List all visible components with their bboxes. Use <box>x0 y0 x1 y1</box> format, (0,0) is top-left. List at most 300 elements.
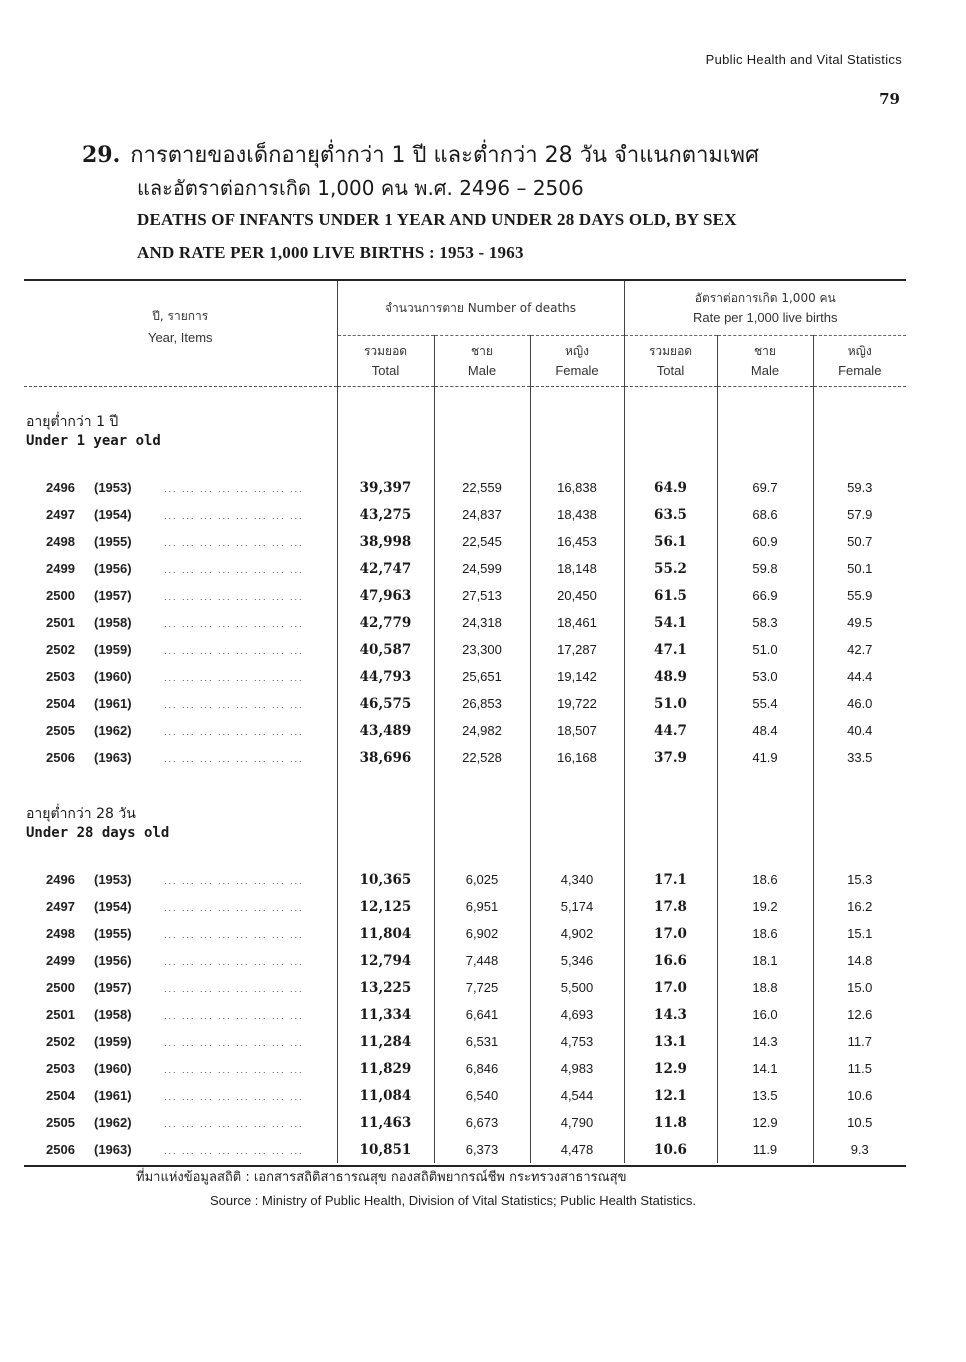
cell-rate-female: 15.1 <box>813 920 906 947</box>
cell-rate-female: 12.6 <box>813 1001 906 1028</box>
cell-female: 20,450 <box>530 582 624 609</box>
table-row <box>24 501 906 528</box>
row-label <box>24 1001 337 1028</box>
cell-female: 17,287 <box>530 636 624 663</box>
cell-rate-male: 14.3 <box>717 1028 813 1055</box>
cell-male: 24,318 <box>434 609 530 636</box>
cell-rate-male: 58.3 <box>717 609 813 636</box>
year-common-era: (1963) <box>94 750 132 765</box>
year-common-era: (1961) <box>94 1088 132 1103</box>
col-th-label: ชาย <box>471 344 493 358</box>
year-buddhist-era: 2496 <box>46 480 75 495</box>
empty-cell <box>717 387 813 434</box>
leader-dots: ... ... ... ... ... ... ... ... <box>164 1092 304 1102</box>
year-buddhist-era: 2496 <box>46 872 75 887</box>
cell-rate-total: 10.6 <box>624 1136 717 1163</box>
year-common-era: (1954) <box>94 899 132 914</box>
col-th-label: หญิง <box>847 344 872 358</box>
year-buddhist-era: 2497 <box>46 899 75 914</box>
stub-header-thai: ปี, รายการ <box>152 308 209 323</box>
year-common-era: (1956) <box>94 953 132 968</box>
cell-female: 4,478 <box>530 1136 624 1163</box>
source-english: Source : Ministry of Public Health, Division of Vital Statistics; Public Health Statistics. <box>210 1193 697 1208</box>
year-buddhist-era: 2504 <box>46 696 75 711</box>
empty-cell <box>337 852 434 866</box>
empty-cell <box>624 785 717 825</box>
cell-female: 16,168 <box>530 744 624 771</box>
row-label <box>24 528 337 555</box>
cell-female: 4,983 <box>530 1055 624 1082</box>
section-label-thai: อายุต่ำกว่า 1 ปี <box>26 414 119 430</box>
empty-cell <box>530 785 624 825</box>
cell-male: 22,545 <box>434 528 530 555</box>
year-common-era: (1957) <box>94 980 132 995</box>
cell-total: 40,587 <box>337 636 434 663</box>
col-en-label: Male <box>750 363 780 378</box>
cell-total: 38,696 <box>337 744 434 771</box>
table-row <box>24 1055 906 1082</box>
group-header-rate <box>624 281 906 336</box>
empty-cell <box>530 433 624 460</box>
empty-cell <box>530 387 624 434</box>
cell-total: 44,793 <box>337 663 434 690</box>
spacer-row <box>24 460 906 474</box>
cell-rate-total: 51.0 <box>624 690 717 717</box>
empty-cell <box>24 852 337 866</box>
col-en-label: Total <box>656 363 685 378</box>
leader-dots: ... ... ... ... ... ... ... ... <box>164 1038 304 1048</box>
col-th-label: รวมยอด <box>648 344 693 358</box>
table-row <box>24 974 906 1001</box>
cell-rate-total: 37.9 <box>624 744 717 771</box>
stub-header <box>24 281 337 387</box>
empty-cell <box>717 771 813 785</box>
stub-header-english: Year, Items <box>147 329 213 345</box>
cell-female: 4,693 <box>530 1001 624 1028</box>
empty-cell <box>813 771 906 785</box>
group-header-deaths-label: จำนวนการตาย Number of deaths <box>384 301 577 315</box>
row-label <box>24 582 337 609</box>
section-label-thai: อายุต่ำกว่า 28 วัน <box>26 806 136 822</box>
cell-female: 5,346 <box>530 947 624 974</box>
cell-rate-female: 9.3 <box>813 1136 906 1163</box>
year-common-era: (1959) <box>94 1034 132 1049</box>
leader-dots: ... ... ... ... ... ... ... ... <box>164 673 304 683</box>
title-thai-text-1: การตายของเด็กอายุต่ำกว่า 1 ปี และต่ำกว่า 28 วัน จำแนกตามเพศ <box>130 143 759 168</box>
column-header-rate-female <box>813 336 906 387</box>
empty-cell <box>337 825 434 852</box>
table-row <box>24 663 906 690</box>
cell-male: 6,951 <box>434 893 530 920</box>
infant-deaths-table <box>24 281 906 1163</box>
cell-total: 38,998 <box>337 528 434 555</box>
empty-cell <box>813 433 906 460</box>
cell-rate-female: 10.5 <box>813 1109 906 1136</box>
col-th-label: ชาย <box>754 344 776 358</box>
empty-cell <box>624 771 717 785</box>
row-label <box>24 609 337 636</box>
cell-female: 4,340 <box>530 866 624 893</box>
year-buddhist-era: 2502 <box>46 1034 75 1049</box>
row-label <box>24 1136 337 1163</box>
cell-total: 42,779 <box>337 609 434 636</box>
cell-total: 11,804 <box>337 920 434 947</box>
empty-cell <box>624 460 717 474</box>
empty-cell <box>337 785 434 825</box>
table-row <box>24 528 906 555</box>
cell-rate-total: 56.1 <box>624 528 717 555</box>
cell-rate-male: 14.1 <box>717 1055 813 1082</box>
year-common-era: (1961) <box>94 696 132 711</box>
cell-female: 18,148 <box>530 555 624 582</box>
cell-rate-female: 42.7 <box>813 636 906 663</box>
empty-cell <box>434 460 530 474</box>
year-buddhist-era: 2497 <box>46 507 75 522</box>
cell-rate-female: 14.8 <box>813 947 906 974</box>
running-head: Public Health and Vital Statistics <box>705 52 902 67</box>
title-thai-line-1 <box>82 138 882 173</box>
cell-total: 10,365 <box>337 866 434 893</box>
statistics-table-container <box>24 279 906 1167</box>
cell-rate-total: 47.1 <box>624 636 717 663</box>
year-buddhist-era: 2503 <box>46 669 75 684</box>
cell-rate-total: 12.1 <box>624 1082 717 1109</box>
row-label <box>24 1082 337 1109</box>
col-th-label: หญิง <box>565 344 589 358</box>
year-common-era: (1953) <box>94 872 132 887</box>
cell-female: 4,790 <box>530 1109 624 1136</box>
cell-total: 12,794 <box>337 947 434 974</box>
table-header <box>24 281 906 387</box>
cell-male: 7,448 <box>434 947 530 974</box>
cell-total: 43,489 <box>337 717 434 744</box>
year-buddhist-era: 2505 <box>46 1115 75 1130</box>
leader-dots: ... ... ... ... ... ... ... ... <box>164 1146 304 1156</box>
year-common-era: (1960) <box>94 669 132 684</box>
column-header-rate-total <box>624 336 717 387</box>
table-row <box>24 1082 906 1109</box>
cell-total: 47,963 <box>337 582 434 609</box>
cell-rate-male: 60.9 <box>717 528 813 555</box>
cell-male: 6,673 <box>434 1109 530 1136</box>
cell-rate-male: 68.6 <box>717 501 813 528</box>
table-row <box>24 636 906 663</box>
year-common-era: (1956) <box>94 561 132 576</box>
title-english-line-1: DEATHS OF INFANTS UNDER 1 YEAR AND UNDER 28 DAYS OLD, BY SEX <box>137 210 737 229</box>
empty-cell <box>530 771 624 785</box>
section-header-row <box>24 785 906 825</box>
year-buddhist-era: 2502 <box>46 642 75 657</box>
cell-rate-female: 44.4 <box>813 663 906 690</box>
cell-male: 7,725 <box>434 974 530 1001</box>
row-label <box>24 1109 337 1136</box>
empty-cell <box>813 785 906 825</box>
cell-total: 42,747 <box>337 555 434 582</box>
cell-rate-male: 55.4 <box>717 690 813 717</box>
col-en-label: Female <box>555 363 599 378</box>
empty-cell <box>624 852 717 866</box>
table-row <box>24 609 906 636</box>
leader-dots: ... ... ... ... ... ... ... ... <box>164 484 304 494</box>
cell-rate-female: 50.1 <box>813 555 906 582</box>
leader-dots: ... ... ... ... ... ... ... ... <box>164 592 304 602</box>
cell-male: 6,540 <box>434 1082 530 1109</box>
cell-rate-female: 57.9 <box>813 501 906 528</box>
cell-rate-male: 12.9 <box>717 1109 813 1136</box>
cell-rate-male: 53.0 <box>717 663 813 690</box>
year-buddhist-era: 2506 <box>46 750 75 765</box>
cell-rate-female: 15.0 <box>813 974 906 1001</box>
cell-total: 43,275 <box>337 501 434 528</box>
cell-male: 22,559 <box>434 474 530 501</box>
cell-rate-female: 16.2 <box>813 893 906 920</box>
empty-cell <box>530 852 624 866</box>
cell-female: 19,722 <box>530 690 624 717</box>
cell-rate-male: 11.9 <box>717 1136 813 1163</box>
section-label-cell <box>24 825 337 852</box>
section-label-cell <box>24 785 337 825</box>
column-header-deaths-male <box>434 336 530 387</box>
leader-dots: ... ... ... ... ... ... ... ... <box>164 984 304 994</box>
year-buddhist-era: 2505 <box>46 723 75 738</box>
group-header-rate-english: Rate per 1,000 live births <box>693 310 838 325</box>
table-title <box>82 138 882 269</box>
year-buddhist-era: 2501 <box>46 615 75 630</box>
cell-rate-female: 11.5 <box>813 1055 906 1082</box>
cell-rate-male: 19.2 <box>717 893 813 920</box>
group-header-deaths <box>337 281 624 336</box>
table-row <box>24 1001 906 1028</box>
cell-total: 11,284 <box>337 1028 434 1055</box>
table-body <box>24 387 906 1164</box>
spacer-row <box>24 771 906 785</box>
leader-dots: ... ... ... ... ... ... ... ... <box>164 930 304 940</box>
empty-cell <box>624 825 717 852</box>
cell-rate-female: 33.5 <box>813 744 906 771</box>
table-row <box>24 1136 906 1163</box>
cell-rate-total: 16.6 <box>624 947 717 974</box>
leader-dots: ... ... ... ... ... ... ... ... <box>164 619 304 629</box>
leader-dots: ... ... ... ... ... ... ... ... <box>164 1011 304 1021</box>
cell-rate-total: 14.3 <box>624 1001 717 1028</box>
year-buddhist-era: 2500 <box>46 588 75 603</box>
cell-rate-male: 18.1 <box>717 947 813 974</box>
cell-rate-total: 61.5 <box>624 582 717 609</box>
cell-female: 18,507 <box>530 717 624 744</box>
year-buddhist-era: 2503 <box>46 1061 75 1076</box>
section-label-cell <box>24 387 337 434</box>
cell-rate-total: 12.9 <box>624 1055 717 1082</box>
cell-rate-male: 59.8 <box>717 555 813 582</box>
cell-total: 11,463 <box>337 1109 434 1136</box>
empty-cell <box>337 387 434 434</box>
cell-rate-female: 49.5 <box>813 609 906 636</box>
leader-dots: ... ... ... ... ... ... ... ... <box>164 727 304 737</box>
table-row <box>24 893 906 920</box>
cell-rate-male: 48.4 <box>717 717 813 744</box>
empty-cell <box>434 825 530 852</box>
cell-total: 11,829 <box>337 1055 434 1082</box>
source-thai: ที่มาแห่งข้อมูลสถิติ : เอกสารสถิติสาธารณสุข กองสถิติพยากรณ์ชีพ กระทรวงสาธารณสุข <box>136 1170 627 1185</box>
year-common-era: (1958) <box>94 615 132 630</box>
cell-rate-male: 66.9 <box>717 582 813 609</box>
row-label <box>24 947 337 974</box>
cell-rate-female: 10.6 <box>813 1082 906 1109</box>
empty-cell <box>337 771 434 785</box>
cell-total: 12,125 <box>337 893 434 920</box>
year-common-era: (1953) <box>94 480 132 495</box>
empty-cell <box>530 460 624 474</box>
leader-dots: ... ... ... ... ... ... ... ... <box>164 754 304 764</box>
year-common-era: (1959) <box>94 642 132 657</box>
row-label <box>24 636 337 663</box>
cell-rate-female: 11.7 <box>813 1028 906 1055</box>
column-header-rate-male <box>717 336 813 387</box>
empty-cell <box>337 460 434 474</box>
cell-rate-female: 46.0 <box>813 690 906 717</box>
year-common-era: (1955) <box>94 926 132 941</box>
table-row <box>24 690 906 717</box>
cell-rate-total: 64.9 <box>624 474 717 501</box>
empty-cell <box>24 771 337 785</box>
year-common-era: (1957) <box>94 588 132 603</box>
cell-male: 6,025 <box>434 866 530 893</box>
cell-rate-total: 54.1 <box>624 609 717 636</box>
col-en-label: Total <box>371 363 400 378</box>
leader-dots: ... ... ... ... ... ... ... ... <box>164 646 304 656</box>
section-header-row <box>24 825 906 852</box>
cell-rate-male: 18.6 <box>717 866 813 893</box>
row-label <box>24 663 337 690</box>
cell-rate-male: 13.5 <box>717 1082 813 1109</box>
cell-total: 11,084 <box>337 1082 434 1109</box>
empty-cell <box>434 771 530 785</box>
cell-female: 16,453 <box>530 528 624 555</box>
cell-rate-total: 13.1 <box>624 1028 717 1055</box>
col-en-label: Male <box>467 363 497 378</box>
cell-female: 5,500 <box>530 974 624 1001</box>
row-label <box>24 974 337 1001</box>
table-row <box>24 947 906 974</box>
cell-rate-female: 40.4 <box>813 717 906 744</box>
cell-female: 5,174 <box>530 893 624 920</box>
empty-cell <box>624 387 717 434</box>
cell-male: 6,846 <box>434 1055 530 1082</box>
leader-dots: ... ... ... ... ... ... ... ... <box>164 903 304 913</box>
table-number: 29. <box>82 142 121 168</box>
leader-dots: ... ... ... ... ... ... ... ... <box>164 957 304 967</box>
cell-rate-male: 69.7 <box>717 474 813 501</box>
empty-cell <box>813 387 906 434</box>
cell-rate-male: 16.0 <box>717 1001 813 1028</box>
cell-rate-female: 15.3 <box>813 866 906 893</box>
cell-rate-total: 17.1 <box>624 866 717 893</box>
table-row <box>24 1028 906 1055</box>
cell-rate-male: 51.0 <box>717 636 813 663</box>
year-buddhist-era: 2506 <box>46 1142 75 1157</box>
group-header-rate-thai: อัตราต่อการเกิด 1,000 คน <box>694 291 836 305</box>
table-row <box>24 866 906 893</box>
cell-male: 22,528 <box>434 744 530 771</box>
leader-dots: ... ... ... ... ... ... ... ... <box>164 511 304 521</box>
cell-rate-female: 59.3 <box>813 474 906 501</box>
cell-female: 4,902 <box>530 920 624 947</box>
cell-rate-male: 18.8 <box>717 974 813 1001</box>
empty-cell <box>434 852 530 866</box>
year-common-era: (1955) <box>94 534 132 549</box>
cell-rate-male: 41.9 <box>717 744 813 771</box>
cell-female: 18,461 <box>530 609 624 636</box>
table-row <box>24 555 906 582</box>
empty-cell <box>530 825 624 852</box>
cell-rate-total: 55.2 <box>624 555 717 582</box>
cell-total: 10,851 <box>337 1136 434 1163</box>
section-header-row <box>24 433 906 460</box>
empty-cell <box>624 433 717 460</box>
year-buddhist-era: 2498 <box>46 926 75 941</box>
leader-dots: ... ... ... ... ... ... ... ... <box>164 1119 304 1129</box>
spacer-row <box>24 852 906 866</box>
section-label-english: Under 28 days old <box>26 825 170 841</box>
year-buddhist-era: 2500 <box>46 980 75 995</box>
cell-total: 11,334 <box>337 1001 434 1028</box>
leader-dots: ... ... ... ... ... ... ... ... <box>164 700 304 710</box>
row-label <box>24 474 337 501</box>
cell-rate-total: 44.7 <box>624 717 717 744</box>
empty-cell <box>24 460 337 474</box>
cell-total: 46,575 <box>337 690 434 717</box>
empty-cell <box>434 785 530 825</box>
row-label <box>24 717 337 744</box>
row-label <box>24 555 337 582</box>
cell-female: 4,544 <box>530 1082 624 1109</box>
cell-female: 16,838 <box>530 474 624 501</box>
empty-cell <box>813 825 906 852</box>
empty-cell <box>434 387 530 434</box>
year-common-era: (1954) <box>94 507 132 522</box>
col-en-label: Female <box>838 363 882 378</box>
source-note <box>136 1166 696 1208</box>
year-buddhist-era: 2501 <box>46 1007 75 1022</box>
cell-rate-total: 17.8 <box>624 893 717 920</box>
table-row <box>24 920 906 947</box>
cell-male: 23,300 <box>434 636 530 663</box>
section-label-cell <box>24 433 337 460</box>
year-common-era: (1963) <box>94 1142 132 1157</box>
year-common-era: (1958) <box>94 1007 132 1022</box>
leader-dots: ... ... ... ... ... ... ... ... <box>164 876 304 886</box>
cell-rate-total: 11.8 <box>624 1109 717 1136</box>
cell-total: 13,225 <box>337 974 434 1001</box>
title-thai-line-2: และอัตราต่อการเกิด 1,000 คน พ.ศ. 2496 – 2506 <box>137 176 584 200</box>
cell-female: 19,142 <box>530 663 624 690</box>
section-header-row <box>24 387 906 434</box>
leader-dots: ... ... ... ... ... ... ... ... <box>164 565 304 575</box>
section-label-english: Under 1 year old <box>26 433 161 449</box>
year-buddhist-era: 2504 <box>46 1088 75 1103</box>
cell-female: 4,753 <box>530 1028 624 1055</box>
cell-rate-total: 17.0 <box>624 920 717 947</box>
cell-male: 27,513 <box>434 582 530 609</box>
cell-male: 6,641 <box>434 1001 530 1028</box>
cell-rate-male: 18.6 <box>717 920 813 947</box>
table-row <box>24 744 906 771</box>
year-buddhist-era: 2499 <box>46 953 75 968</box>
col-th-label: รวมยอด <box>363 344 408 358</box>
cell-male: 6,373 <box>434 1136 530 1163</box>
row-label <box>24 1028 337 1055</box>
cell-rate-total: 48.9 <box>624 663 717 690</box>
